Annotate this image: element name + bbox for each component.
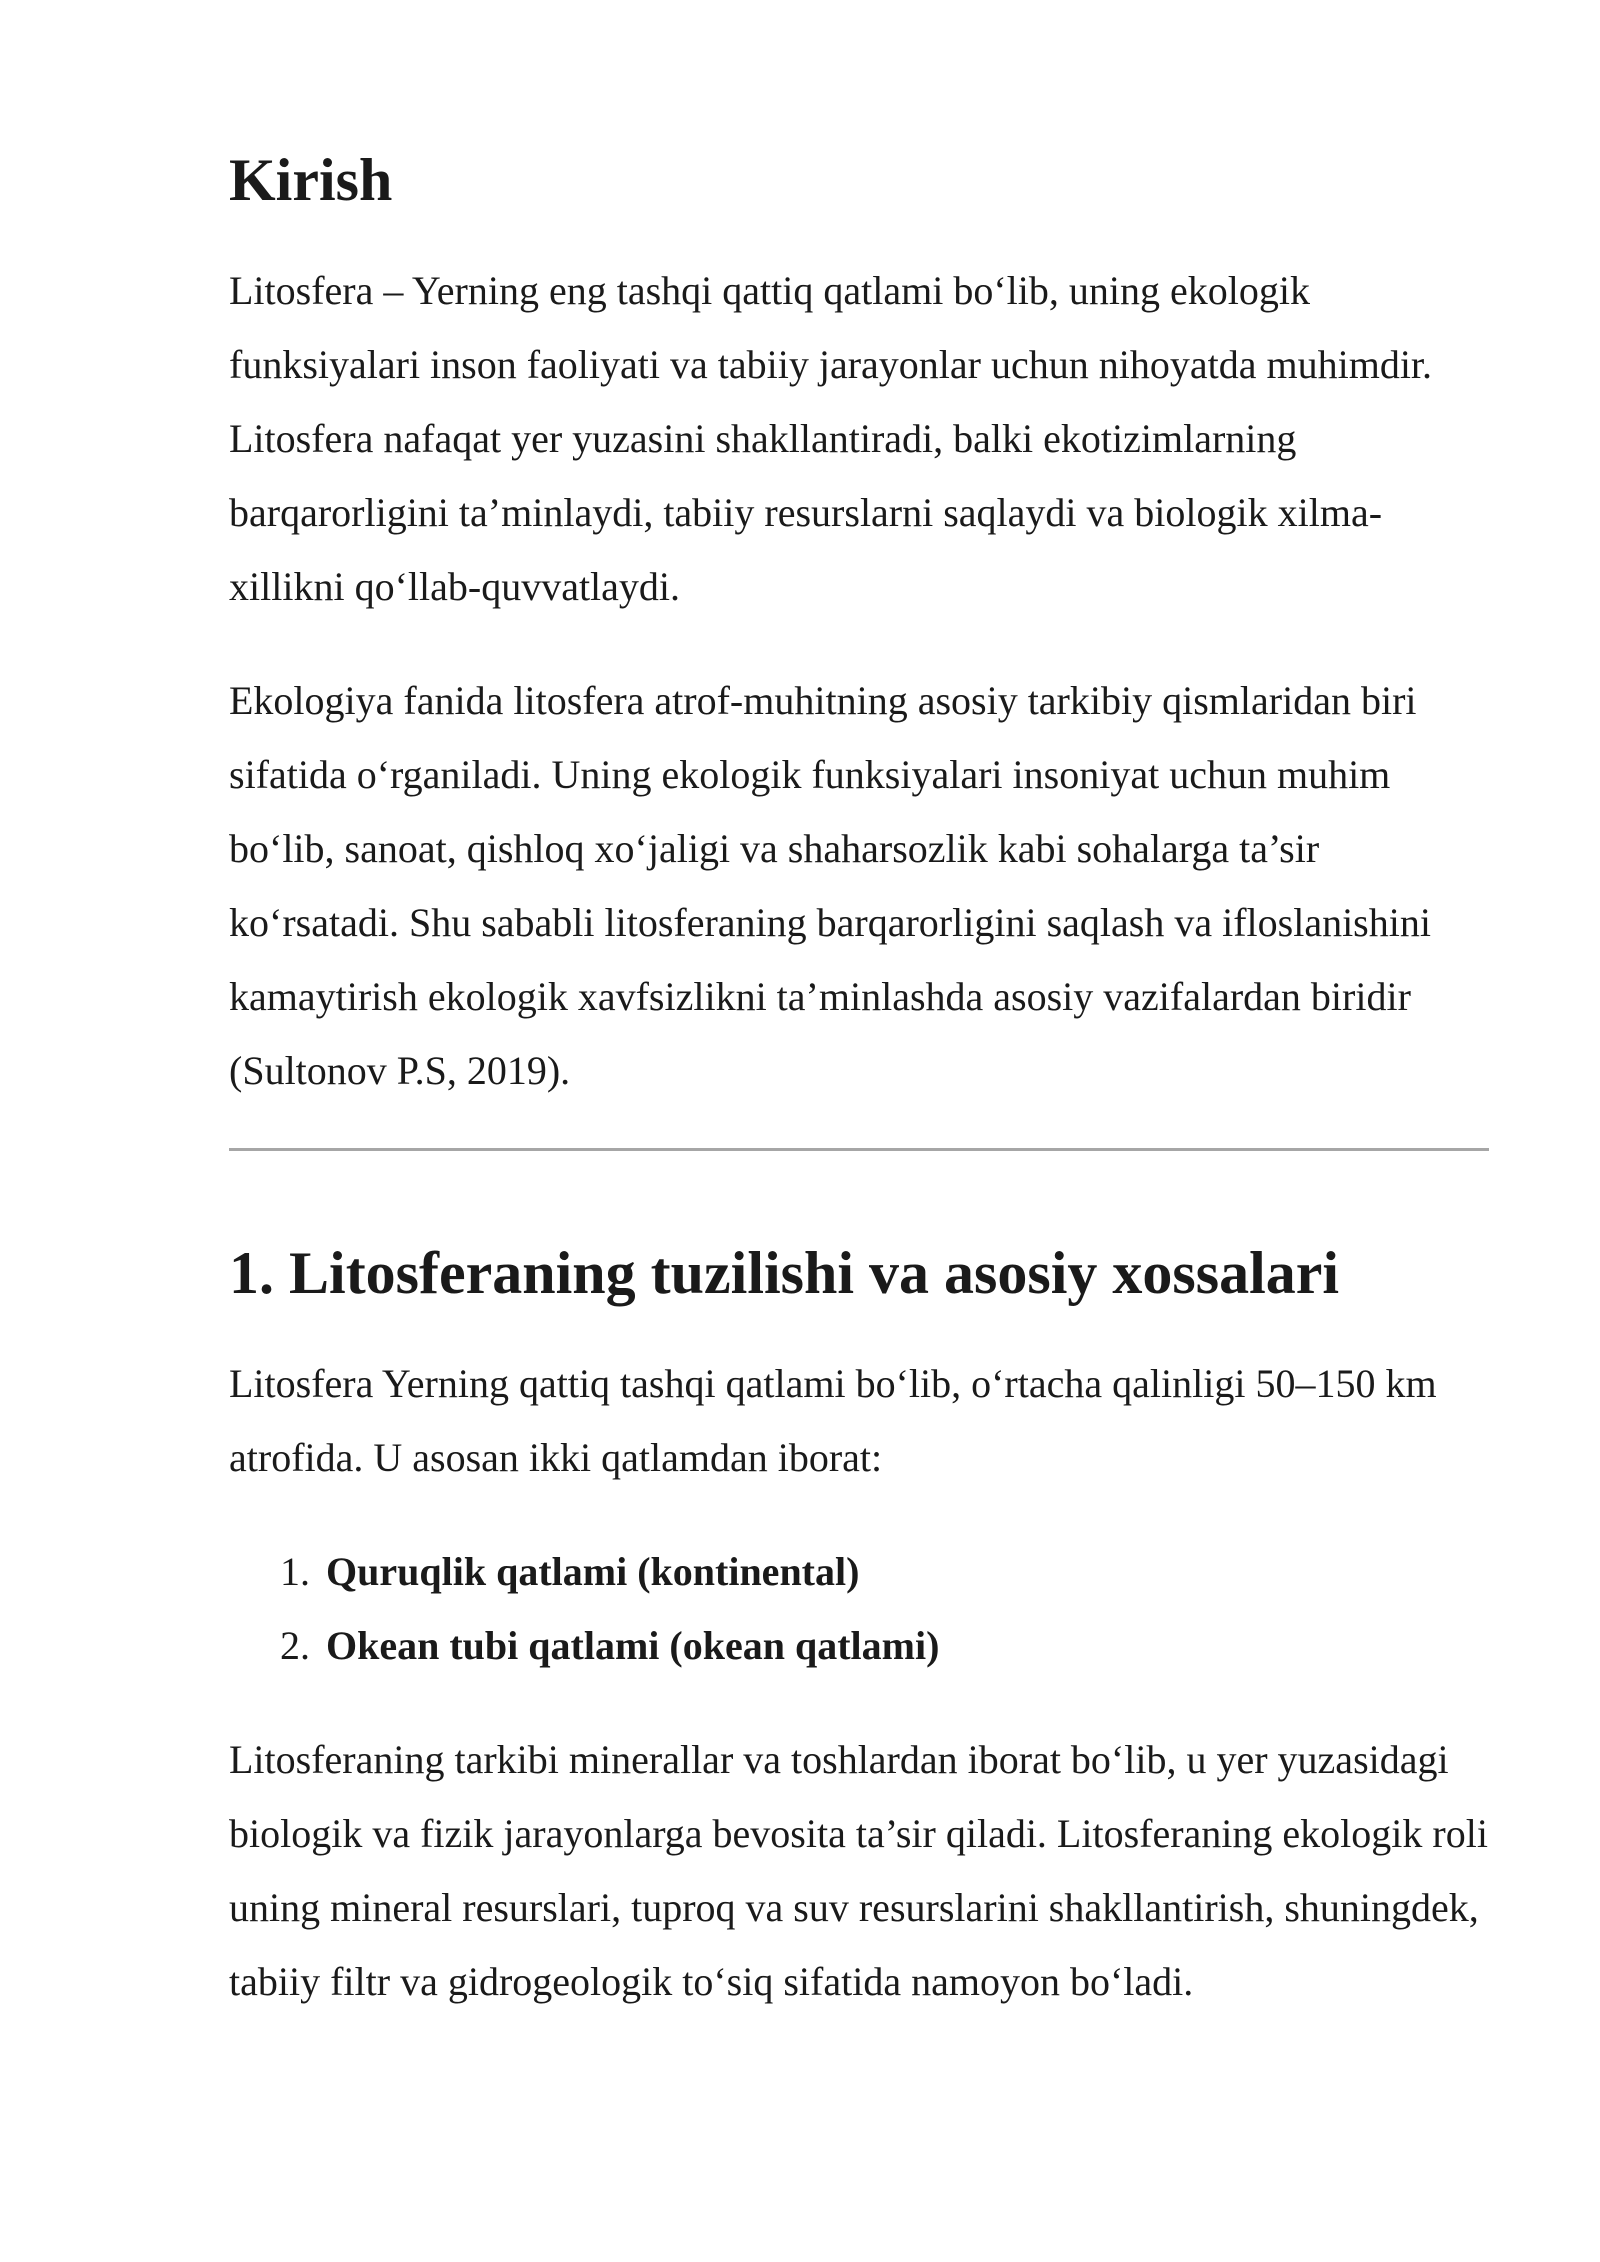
- list-item: [229, 1535, 1489, 1609]
- section-paragraph: Litosferaning tarkibi minerallar va toshlardan iborat bo‘lib, u yer yuzasidagi biologik va fizik jarayonlarga bevosita ta’sir qiladi. Litosferaning ekologik roli uning mineral resurslari, tuproq va suv resurslarini shakllantirish, shuningdek, tabiiy filtr va gidrogeologik to‘siq sifatida namoyon bo‘ladi.: [229, 1737, 1488, 2004]
- intro-heading: Kirish: [229, 147, 393, 213]
- list-item-text: Okean tubi qatlami (okean qatlami): [326, 1623, 940, 1668]
- list-item-number: 1.: [280, 1549, 310, 1594]
- intro-paragraph: Litosfera – Yerning eng tashqi qattiq qatlami bo‘lib, uning ekologik funksiyalari inson faoliyati va tabiiy jarayonlar uchun nihoyatda muhimdir. Litosfera nafaqat yer yuzasini shakllantiradi, balki ekotizimlarning barqarorligini ta’minlaydi, tabiiy resurslarni saqlaydi va biologik xilma-xillikni qo‘llab-quvvatlaydi.: [229, 268, 1433, 609]
- intro-paragraph: Ekologiya fanida litosfera atrof-muhitning asosiy tarkibiy qismlaridan biri sifatida o‘rganiladi. Uning ekologik funksiyalari insoniyat uchun muhim bo‘lib, sanoat, qishloq xo‘jaligi va shaharsozlik kabi sohalarga ta’sir ko‘rsatadi. Shu sababli litosferaning barqarorligini saqlash va ifloslanishini kamaytirish ekologik xavfsizlikni ta’minlashda asosiy vazifalardan biridir (Sultonov P.S, 2019).: [229, 678, 1431, 1093]
- section-divider: [229, 1148, 1489, 1151]
- section-heading: 1. Litosferaning tuzilishi va asosiy xossalari: [229, 1240, 1340, 1306]
- document-page: [229, 147, 1489, 2059]
- list-item-number: 2.: [280, 1623, 310, 1668]
- numbered-list: [229, 1535, 1489, 1683]
- section-paragraph: Litosfera Yerning qattiq tashqi qatlami bo‘lib, o‘rtacha qalinligi 50–150 km atrofida. U asosan ikki qatlamdan iborat:: [229, 1361, 1437, 1480]
- list-item: [229, 1609, 1489, 1683]
- list-item-text: Quruqlik qatlami (kontinental): [326, 1549, 860, 1594]
